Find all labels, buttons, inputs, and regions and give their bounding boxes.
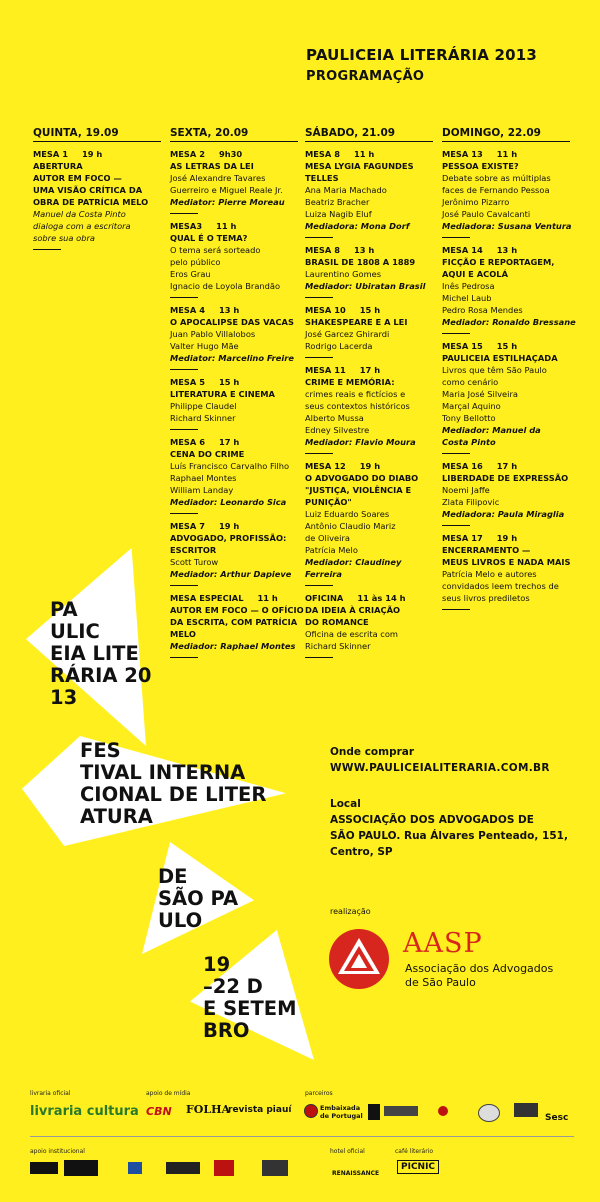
session-line: LIBERDADE DE EXPRESSÃO <box>442 473 569 483</box>
session-line: Luís Francisco Carvalho Filho <box>170 461 290 471</box>
session-line: Inês Pedrosa <box>442 281 495 291</box>
session-line: AUTOR EM FOCO — <box>33 173 122 183</box>
session-block <box>442 244 576 334</box>
session-block <box>305 244 433 298</box>
session-line: ESCRITOR <box>170 545 217 555</box>
session-line: José Alexandre Tavares <box>170 173 266 183</box>
session-divider <box>442 525 470 526</box>
triangle-text-2: FES TIVAL INTERNA CIONAL DE LITER ATURA <box>80 739 267 828</box>
session-time: 11 h <box>257 593 278 603</box>
session-line: dialoga com a escritora <box>33 221 131 231</box>
session-header <box>170 436 304 448</box>
session-line: MESA LYGIA FAGUNDES <box>305 161 414 171</box>
session-line: PESSOA EXISTE? <box>442 161 519 171</box>
session-line: Maria José Silveira <box>442 389 518 399</box>
partner-logo-icon <box>384 1106 418 1116</box>
session-line: Costa Pinto <box>442 437 496 447</box>
session-divider <box>442 237 470 238</box>
session-line: Livros que têm São Paulo <box>442 365 547 375</box>
session-line: Jerônimo Pizarro <box>442 197 510 207</box>
embaixada-line-1: Embaixada <box>320 1104 361 1112</box>
bradesco-logo-icon <box>128 1162 142 1174</box>
midia-label: apoio de mídia <box>146 1090 191 1097</box>
partner-institutional-logo-icon <box>64 1160 98 1176</box>
session-header <box>170 376 304 388</box>
session-line: seus contextos históricos <box>305 401 410 411</box>
session-line: MELO <box>170 629 196 639</box>
session-line: O APOCALIPSE DAS VACAS <box>170 317 294 327</box>
session-header <box>33 148 161 160</box>
session-line: DO ROMANCE <box>305 617 369 627</box>
session-divider <box>170 369 198 370</box>
session-line: QUAL É O TEMA? <box>170 233 248 243</box>
session-line: Pedro Rosa Mendes <box>442 305 523 315</box>
session-time: 11 às 14 h <box>357 593 406 603</box>
session-id: MESA 17 <box>442 533 483 543</box>
session-line: CRIME E MEMÓRIA: <box>305 377 395 387</box>
session-time: 17 h <box>359 365 381 375</box>
session-line: pelo público <box>170 257 221 267</box>
session-header <box>305 592 433 604</box>
session-divider <box>170 657 198 658</box>
session-line: de Oliveira <box>305 533 350 543</box>
session-header <box>170 520 304 532</box>
embaixada-crest-icon <box>304 1104 318 1118</box>
fgv-logo-icon <box>514 1103 538 1117</box>
session-line: Zlata Filipovic <box>442 497 500 507</box>
day-heading: SÁBADO, 21.09 <box>305 127 433 142</box>
partner-crest-icon <box>478 1104 500 1122</box>
embaixada-logo <box>320 1104 363 1120</box>
session-header <box>442 340 576 352</box>
session-line: Edney Silvestre <box>305 425 370 435</box>
session-time: 19 h <box>496 533 518 543</box>
session-time: 19 h <box>81 149 103 159</box>
day-heading: SEXTA, 20.09 <box>170 127 298 142</box>
institucional-label: apoio institucional <box>30 1148 85 1155</box>
local-info <box>330 796 568 860</box>
session-line: Rodrigo Lacerda <box>305 341 373 351</box>
session-time: 13 h <box>218 305 240 315</box>
session-line: como cenário <box>442 377 499 387</box>
session-divider <box>170 429 198 430</box>
cbn-logo: CBN <box>146 1105 172 1118</box>
session-line: ENCERRAMENTO — <box>442 545 531 555</box>
session-line: Debate sobre as múltiplas <box>442 173 551 183</box>
cafe-label: café literário <box>395 1148 434 1155</box>
camoes-logo-icon <box>368 1104 380 1120</box>
session-line: Mediadora: Susana Ventura <box>442 221 572 231</box>
hotel-label: hotel oficial <box>330 1148 365 1155</box>
session-line: ABERTURA <box>33 161 83 171</box>
session-divider <box>305 357 333 358</box>
session-line: Mediador: Claudiney <box>305 557 402 567</box>
session-block <box>305 304 433 358</box>
festival-title: PAULICEIA LITERÁRIA 2013 <box>306 46 538 64</box>
day-column-quinta <box>33 127 161 250</box>
session-block <box>305 592 433 658</box>
session-block <box>305 460 433 586</box>
buy-url-link[interactable]: WWW.PAULICEIALITERARIA.COM.BR <box>330 762 550 774</box>
session-time: 17 h <box>496 461 518 471</box>
livraria-label: livraria oficial <box>30 1090 71 1097</box>
session-line: TELLES <box>305 173 339 183</box>
session-block <box>305 148 433 238</box>
session-id: OFICINA <box>305 593 344 603</box>
session-divider <box>33 249 61 250</box>
session-block <box>33 148 161 250</box>
aasp-logo-icon <box>328 928 390 990</box>
session-line: seus livros prediletos <box>442 593 530 603</box>
session-line: SHAKESPEARE E A LEI <box>305 317 408 327</box>
session-line: O tema será sorteado <box>170 245 261 255</box>
session-id: MESA 15 <box>442 341 483 351</box>
session-id: MESA 5 <box>170 377 205 387</box>
session-line: sobre sua obra <box>33 233 95 243</box>
session-id: MESA 1 <box>33 149 68 159</box>
folha-logo: FOLHA <box>186 1103 231 1116</box>
sesc-logo: Sesc <box>545 1113 569 1123</box>
session-block <box>442 148 576 238</box>
session-line: CENA DO CRIME <box>170 449 245 459</box>
session-line: José Paulo Cavalcanti <box>442 209 531 219</box>
session-line: PUNIÇÃO" <box>305 497 352 507</box>
parceiros-label: parceiros <box>305 1090 333 1097</box>
session-id: MESA 14 <box>442 245 483 255</box>
session-line: LITERATURA E CINEMA <box>170 389 275 399</box>
session-header <box>305 244 433 256</box>
day-column-domingo <box>442 127 576 610</box>
session-line: UMA VISÃO CRÍTICA DA <box>33 185 143 195</box>
session-line: AUTOR EM FOCO — O OFÍCIO <box>170 605 304 615</box>
session-line: Philippe Claudel <box>170 401 237 411</box>
session-header <box>305 364 433 376</box>
session-block <box>170 520 304 586</box>
session-id: MESA 4 <box>170 305 205 315</box>
session-divider <box>305 297 333 298</box>
session-header <box>442 532 576 544</box>
session-line: "JUSTIÇA, VIOLÊNCIA E <box>305 485 412 495</box>
session-line: ADVOGADO, PROFISSÃO: <box>170 533 287 543</box>
local-line-2: SÃO PAULO. Rua Álvares Penteado, 151, <box>330 830 568 842</box>
session-divider <box>442 333 470 334</box>
session-id: MESA 2 <box>170 149 205 159</box>
session-line: Tony Bellotto <box>442 413 496 423</box>
session-id: MESA3 <box>170 221 203 231</box>
session-block <box>170 148 304 214</box>
triangle-text-4: 19 –22 D E SETEM BRO <box>203 953 297 1042</box>
session-line: convidados leem trechos de <box>442 581 559 591</box>
renaissance-logo: RENAISSANCE <box>332 1170 380 1177</box>
session-line: Ferreira <box>305 569 342 579</box>
program-subtitle: PROGRAMAÇÃO <box>306 69 425 84</box>
session-divider <box>305 237 333 238</box>
session-line: DA ESCRITA, COM PATRÍCIA <box>170 617 298 627</box>
triangle-text-3: DE SÃO PA ULO <box>158 865 239 932</box>
session-time: 11 h <box>353 149 375 159</box>
session-id: MESA 8 <box>305 149 340 159</box>
session-line: Mediador: Leonardo Sica <box>170 497 287 507</box>
session-divider <box>170 297 198 298</box>
session-block <box>305 364 433 454</box>
session-header <box>442 244 576 256</box>
realizacao-label: realização <box>330 907 371 916</box>
triangle-text-1: PA ULIC EIA LITE RÁRIA 20 13 <box>50 598 152 709</box>
session-divider <box>170 513 198 514</box>
session-id: MESA 12 <box>305 461 346 471</box>
session-header <box>305 148 433 160</box>
session-line: MEUS LIVROS E NADA MAIS <box>442 557 571 567</box>
session-line: Luiza Nagib Eluf <box>305 209 372 219</box>
session-line: faces de Fernando Pessoa <box>442 185 550 195</box>
buy-label: Onde comprar <box>330 746 415 758</box>
session-header <box>170 304 304 316</box>
livraria-cultura-logo: livraria cultura <box>30 1104 139 1119</box>
session-time: 9h30 <box>218 149 243 159</box>
session-time: 19 h <box>218 521 240 531</box>
session-divider <box>305 585 333 586</box>
session-line: BRASIL DE 1808 A 1889 <box>305 257 416 267</box>
session-line: Mediadora: Mona Dorf <box>305 221 410 231</box>
session-line: Mediador: Ubiratan Brasil <box>305 281 426 291</box>
session-id: MESA 7 <box>170 521 205 531</box>
session-line: Mediadora: Paula Miraglia <box>442 509 565 519</box>
session-time: 15 h <box>496 341 518 351</box>
oficina-logo-icon <box>166 1162 200 1174</box>
session-line: Eros Grau <box>170 269 211 279</box>
buy-info <box>330 744 550 776</box>
session-id: MESA 6 <box>170 437 205 447</box>
session-header <box>170 220 304 232</box>
session-line: Guerreiro e Miguel Reale Jr. <box>170 185 283 195</box>
session-line: Michel Laub <box>442 293 492 303</box>
consulado-crest-icon <box>438 1106 448 1116</box>
session-line: Luiz Eduardo Soares <box>305 509 390 519</box>
day-column-sabado <box>305 127 433 658</box>
session-id: MESA 11 <box>305 365 346 375</box>
aasp-acronym: AASP <box>403 928 483 959</box>
local-label: Local <box>330 798 361 810</box>
session-line: Mediator: Marcelino Freire <box>170 353 294 363</box>
day-heading: QUINTA, 19.09 <box>33 127 161 142</box>
session-header <box>442 460 576 472</box>
session-line: William Landay <box>170 485 234 495</box>
session-line: Juan Pablo Villalobos <box>170 329 256 339</box>
session-line: crimes reais e fictícios e <box>305 389 406 399</box>
barcode-logo-icon <box>262 1160 288 1176</box>
session-header <box>442 148 576 160</box>
session-block <box>442 340 576 454</box>
session-block <box>170 436 304 514</box>
session-block <box>170 220 304 298</box>
session-line: Raphael Montes <box>170 473 237 483</box>
session-line: Noemi Jaffe <box>442 485 490 495</box>
session-line: Manuel da Costa Pinto <box>33 209 126 219</box>
day-heading: DOMINGO, 22.09 <box>442 127 570 142</box>
session-header <box>170 148 304 160</box>
aasp-name-line-2: de São Paulo <box>405 976 476 989</box>
day-column-sexta <box>170 127 304 658</box>
session-line: OBRA DE PATRÍCIA MELO <box>33 197 149 207</box>
session-block <box>442 532 576 610</box>
session-line: Laurentino Gomes <box>305 269 382 279</box>
session-divider <box>170 585 198 586</box>
session-line: Valter Hugo Mãe <box>170 341 239 351</box>
local-line-3: Centro, SP <box>330 846 393 858</box>
session-line: Oficina de escrita com <box>305 629 399 639</box>
session-line: DA IDEIA À CRIAÇÃO <box>305 605 401 615</box>
session-id: MESA ESPECIAL <box>170 593 244 603</box>
session-line: Patrícia Melo <box>305 545 358 555</box>
session-line: Alberto Mussa <box>305 413 364 423</box>
session-line: Ignacio de Loyola Brandão <box>170 281 281 291</box>
session-time: 17 h <box>218 437 240 447</box>
session-divider <box>442 453 470 454</box>
session-line: Richard Skinner <box>170 413 236 423</box>
session-line: Ana Maria Machado <box>305 185 387 195</box>
session-id: MESA 10 <box>305 305 346 315</box>
session-line: Marçal Aquino <box>442 401 501 411</box>
session-time: 13 h <box>353 245 375 255</box>
session-line: Patrícia Melo e autores <box>442 569 537 579</box>
session-time: 11 h <box>216 221 237 231</box>
piaui-logo: revista piauí <box>228 1105 292 1115</box>
session-time: 15 h <box>359 305 381 315</box>
session-block <box>170 376 304 430</box>
session-block <box>442 460 576 526</box>
session-time: 11 h <box>496 149 518 159</box>
session-line: Mediador: Flavio Moura <box>305 437 416 447</box>
session-line: Mediador: Arthur Dapieve <box>170 569 292 579</box>
session-id: MESA 13 <box>442 149 483 159</box>
session-id: MESA 8 <box>305 245 340 255</box>
session-line: FICÇÃO E REPORTAGEM, <box>442 257 555 267</box>
session-line: O ADVOGADO DO DIABO <box>305 473 419 483</box>
footer-divider <box>30 1136 574 1137</box>
session-line: Mediador: Raphael Montes <box>170 641 296 651</box>
session-line: Mediador: Manuel da <box>442 425 541 435</box>
session-line: PAULICEIA ESTILHAÇADA <box>442 353 558 363</box>
session-divider <box>170 213 198 214</box>
session-header <box>305 304 433 316</box>
session-time: 13 h <box>496 245 518 255</box>
session-divider <box>305 657 333 658</box>
session-time: 15 h <box>218 377 240 387</box>
session-divider <box>442 609 470 610</box>
session-line: Beatriz Bracher <box>305 197 370 207</box>
session-line: José Garcez Ghirardi <box>305 329 390 339</box>
session-line: Mediator: Pierre Moreau <box>170 197 285 207</box>
prefeitura-logo-icon <box>214 1160 234 1176</box>
session-line: Antônio Claudio Mariz <box>305 521 396 531</box>
session-header <box>170 592 304 604</box>
session-line: Scott Turow <box>170 557 219 567</box>
session-divider <box>305 453 333 454</box>
session-block <box>170 304 304 370</box>
british-council-logo-icon <box>30 1162 58 1174</box>
aasp-name-line-1: Associação dos Advogados <box>405 962 554 975</box>
session-header <box>305 460 433 472</box>
header <box>306 44 537 88</box>
session-block <box>170 592 304 658</box>
session-time: 19 h <box>359 461 381 471</box>
embaixada-line-2: de Portugal <box>320 1112 363 1120</box>
session-line: Mediador: Ronaldo Bressane <box>442 317 576 327</box>
session-line: AQUI E ACOLÁ <box>442 269 509 279</box>
session-line: Richard Skinner <box>305 641 371 651</box>
session-id: MESA 16 <box>442 461 483 471</box>
aasp-name <box>405 962 553 990</box>
session-line: AS LETRAS DA LEI <box>170 161 254 171</box>
local-line-1: ASSOCIAÇÃO DOS ADVOGADOS DE <box>330 814 534 826</box>
picnic-logo: PICNIC <box>397 1160 439 1174</box>
